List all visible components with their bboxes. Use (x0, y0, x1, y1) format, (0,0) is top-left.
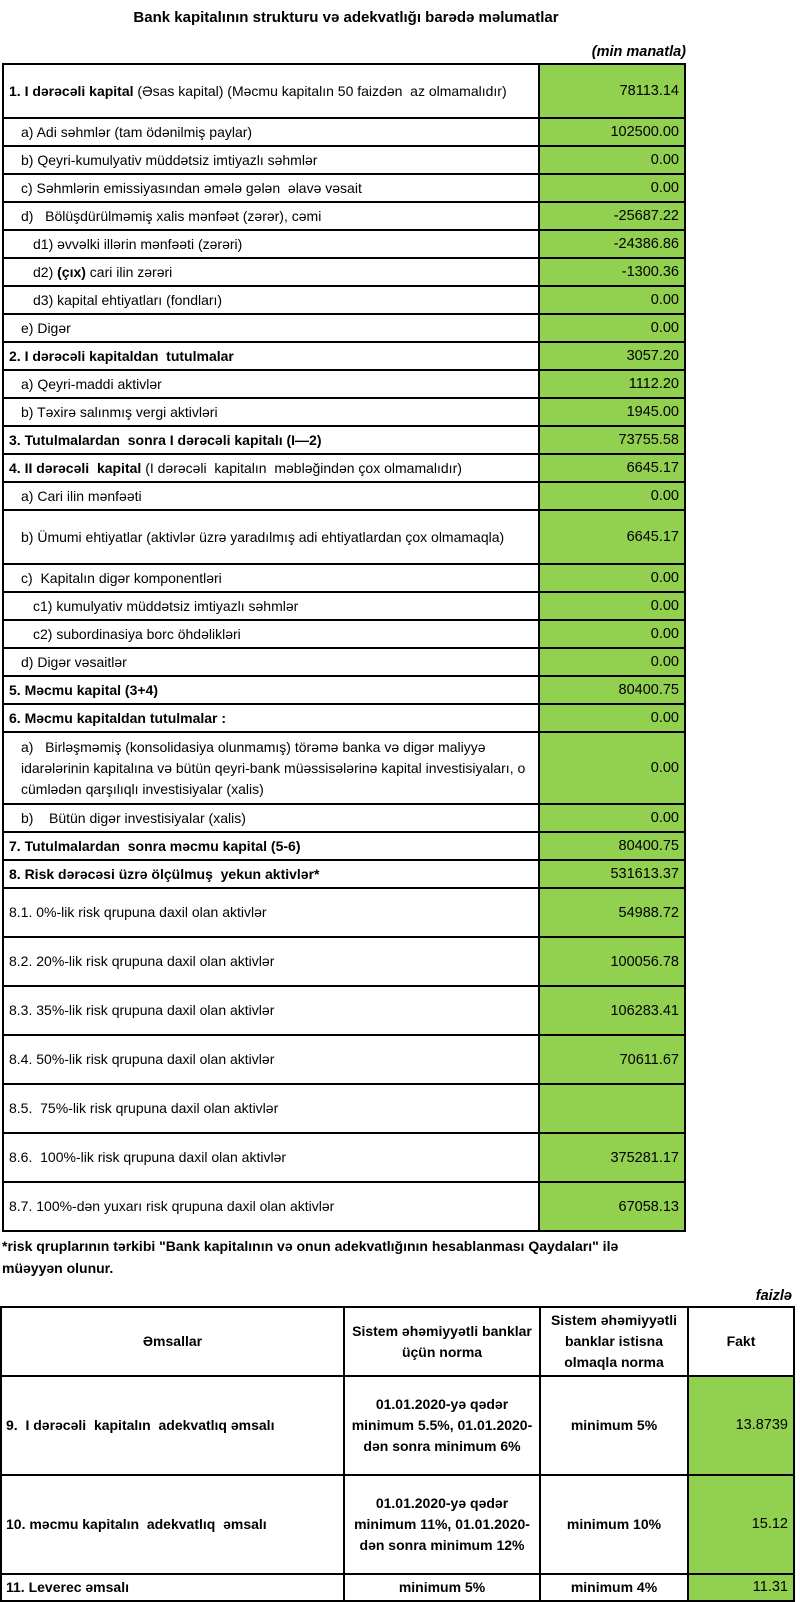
row-value-cell: 100056.78 (538, 938, 684, 985)
ratio-norm-sistem-cell: minimum 5% (343, 1575, 539, 1600)
row-value-cell: 80400.75 (538, 833, 684, 859)
capital-structure-table (2, 63, 686, 1232)
table-row (4, 117, 684, 145)
row-value-cell: 102500.00 (538, 119, 684, 145)
table-row (4, 803, 684, 831)
row-label: d) Bölüşdürülməmiş xalis mənfəət (zərər), cəmi (21, 207, 322, 224)
ratio-label-cell: 10. məcmu kapitalın adekvatlıq əmsalı (6, 1516, 267, 1532)
table-row (4, 731, 684, 803)
table-row (4, 173, 684, 201)
row-label: 3. Tutulmalardan sonra I dərəcəli kapitalı (I—2) (9, 431, 322, 448)
ratio-norm-istisna-cell: minimum 5% (539, 1377, 687, 1474)
table-row (4, 985, 684, 1034)
ratio-fact-cell: 15.12 (687, 1476, 793, 1573)
row-value-cell: 80400.75 (538, 677, 684, 703)
table-row (4, 453, 684, 481)
unit-note-faizle: faizlə (755, 1288, 792, 1304)
row-label: d) Digər vəsaitlər (21, 653, 127, 670)
row-label: 8.2. 20%-lik risk qrupuna daxil olan aktivlər (9, 953, 275, 969)
table-row (4, 229, 684, 257)
ratio-norm-sistem-cell: 01.01.2020-yə qədər minimum 11%, 01.01.2020-dən sonra minimum 12% (343, 1476, 539, 1573)
row-value-cell: 3057.20 (538, 343, 684, 369)
row-value-cell: 0.00 (538, 483, 684, 509)
table-row (4, 831, 684, 859)
row-label: c) Kapitalın digər komponentləri (21, 569, 222, 586)
unit-note-min-manatla: (min manatla) (591, 44, 686, 60)
header-fakt: Fakt (687, 1308, 793, 1375)
row-label: 4. II dərəcəli kapital (I dərəcəli kapitalın məbləğindən çox olmamalıdır) (9, 459, 462, 476)
row-label: 8.3. 35%-lik risk qrupuna daxil olan aktivlər (9, 1002, 275, 1018)
row-value-cell: 1112.20 (538, 371, 684, 397)
row-value-cell: 0.00 (538, 147, 684, 173)
row-label: b) Bütün digər investisiyalar (xalis) (21, 809, 246, 826)
table-row (4, 703, 684, 731)
row-label: b) Qeyri-kumulyativ müddətsiz imtiyazlı səhmlər (21, 151, 318, 168)
row-label: 8.5. 75%-lik risk qrupuna daxil olan aktivlər (9, 1100, 279, 1116)
table-row (4, 341, 684, 369)
row-label: a) Qeyri-maddi aktivlər (21, 375, 162, 392)
table-row (4, 65, 684, 117)
table-row (4, 936, 684, 985)
table-row (4, 285, 684, 313)
row-label: 8.4. 50%-lik risk qrupuna daxil olan aktivlər (9, 1051, 275, 1067)
table-header-row (2, 1308, 793, 1375)
row-value-cell: 531613.37 (538, 861, 684, 887)
header-norma-istisna: Sistem əhəmiyyətli banklar istisna olmaqla norma (539, 1308, 687, 1375)
table-row (2, 1474, 793, 1573)
row-label: b) Təxirə salınmış vergi aktivləri (21, 403, 218, 420)
table-row (4, 509, 684, 563)
ratio-label-cell: 11. Leverec əmsalı (6, 1579, 129, 1595)
row-label: b) Ümumi ehtiyatlar (aktivlər üzrə yaradılmış adi ehtiyatlardan çox olmamaqla) (21, 528, 505, 545)
table-row (4, 563, 684, 591)
table-row (4, 313, 684, 341)
row-value-cell: 0.00 (538, 315, 684, 341)
row-label: 8.6. 100%-lik risk qrupuna daxil olan aktivlər (9, 1149, 287, 1165)
table-row (4, 859, 684, 887)
row-value-cell: 0.00 (538, 593, 684, 619)
row-label: d1) əvvəlki illərin mənfəəti (zərəri) (33, 235, 243, 252)
row-value-cell: 70611.67 (538, 1036, 684, 1083)
table-row (4, 619, 684, 647)
row-value-cell: 67058.13 (538, 1183, 684, 1230)
table-row (4, 481, 684, 509)
table-row (4, 675, 684, 703)
row-label: e) Digər (21, 319, 71, 336)
row-value-cell: 375281.17 (538, 1134, 684, 1181)
table-row (4, 591, 684, 619)
row-value-cell: 106283.41 (538, 987, 684, 1034)
table-row (2, 1573, 793, 1600)
row-value-cell: 0.00 (538, 287, 684, 313)
row-value-cell: 0.00 (538, 649, 684, 675)
table-row (4, 1083, 684, 1132)
row-value-cell: -24386.86 (538, 231, 684, 257)
ratio-fact-cell: 11.31 (687, 1575, 793, 1600)
table-row (4, 397, 684, 425)
table-row (4, 257, 684, 285)
table-row (4, 145, 684, 173)
table-row (4, 887, 684, 936)
row-value-cell: -1300.36 (538, 259, 684, 285)
row-value-cell: -25687.22 (538, 203, 684, 229)
row-label: 8.7. 100%-dən yuxarı risk qrupuna daxil olan aktivlər (9, 1198, 335, 1214)
row-value-cell: 0.00 (538, 705, 684, 731)
header-norma-sistem: Sistem əhəmiyyətli banklar üçün norma (343, 1308, 539, 1375)
row-label: 8.1. 0%-lik risk qrupuna daxil olan aktivlər (9, 904, 267, 920)
row-label: 8. Risk dərəcəsi üzrə ölçülmuş yekun aktivlər* (9, 865, 320, 882)
row-value-cell: 6645.17 (538, 511, 684, 563)
table-row (4, 425, 684, 453)
table-row (4, 201, 684, 229)
row-value-cell: 0.00 (538, 565, 684, 591)
row-label: 5. Məcmu kapital (3+4) (9, 681, 159, 698)
table-row (4, 1132, 684, 1181)
row-value-cell (538, 1085, 684, 1132)
row-label: a) Birləşməmiş (konsolidasiya olunmamış) törəmə banka və digər maliyyə idarələrinin kapitalına və bütün qeyri-bank müəssisələrinə kapital investisiyaları, o cümlədən qarşılıqlı investisiyalar (xalis) (21, 738, 530, 797)
row-value-cell: 6645.17 (538, 455, 684, 481)
row-label: 7. Tutulmalardan sonra məcmu kapital (5-6) (9, 837, 301, 854)
header-emsallar: Əmsallar (142, 1333, 203, 1349)
row-label: d3) kapital ehtiyatları (fondları) (33, 291, 223, 308)
page-title: Bank kapitalının strukturu və adekvatlığı barədə məlumatlar (133, 9, 559, 26)
table-row (4, 647, 684, 675)
ratio-fact-cell: 13.8739 (687, 1377, 793, 1474)
ratio-label-cell: 9. I dərəcəli kapitalın adekvatlıq əmsalı (6, 1417, 275, 1433)
row-label: 1. I dərəcəli kapital (Əsas kapital) (Məcmu kapitalın 50 faizdən az olmamalıdır) (9, 82, 507, 99)
row-label: 2. I dərəcəli kapitaldan tutulmalar (9, 347, 234, 364)
row-label: a) Adi səhmlər (tam ödənilmiş paylar) (21, 123, 253, 140)
table-row (4, 1034, 684, 1083)
risk-groups-footnote: *risk qruplarının tərkibi "Bank kapitalının və onun adekvatlığının hesablanması Qaydaları" ilə müəyyən olunur. (2, 1238, 623, 1276)
table-row (4, 1181, 684, 1230)
row-label: c2) subordinasiya borc öhdəlikləri (33, 625, 241, 642)
row-value-cell: 78113.14 (538, 65, 684, 117)
row-value-cell: 0.00 (538, 805, 684, 831)
row-label: c1) kumulyativ müddətsiz imtiyazlı səhmlər (33, 597, 299, 614)
table-row (2, 1375, 793, 1474)
ratio-norm-istisna-cell: minimum 10% (539, 1476, 687, 1573)
row-value-cell: 0.00 (538, 175, 684, 201)
row-value-cell: 0.00 (538, 621, 684, 647)
row-label: c) Səhmlərin emissiyasından əmələ gələn əlavə vəsait (21, 179, 362, 196)
ratio-norm-sistem-cell: 01.01.2020-yə qədər minimum 5.5%, 01.01.2020-dən sonra minimum 6% (343, 1377, 539, 1474)
table-row (4, 369, 684, 397)
row-value-cell: 0.00 (538, 733, 684, 803)
row-label: a) Cari ilin mənfəəti (21, 487, 142, 504)
row-label: d2) (çıx) cari ilin zərəri (33, 263, 173, 280)
adequacy-ratios-table (0, 1306, 795, 1602)
row-label: 6. Məcmu kapitaldan tutulmalar : (9, 709, 227, 726)
ratio-norm-istisna-cell: minimum 4% (539, 1575, 687, 1600)
row-value-cell: 73755.58 (538, 427, 684, 453)
row-value-cell: 1945.00 (538, 399, 684, 425)
row-value-cell: 54988.72 (538, 889, 684, 936)
